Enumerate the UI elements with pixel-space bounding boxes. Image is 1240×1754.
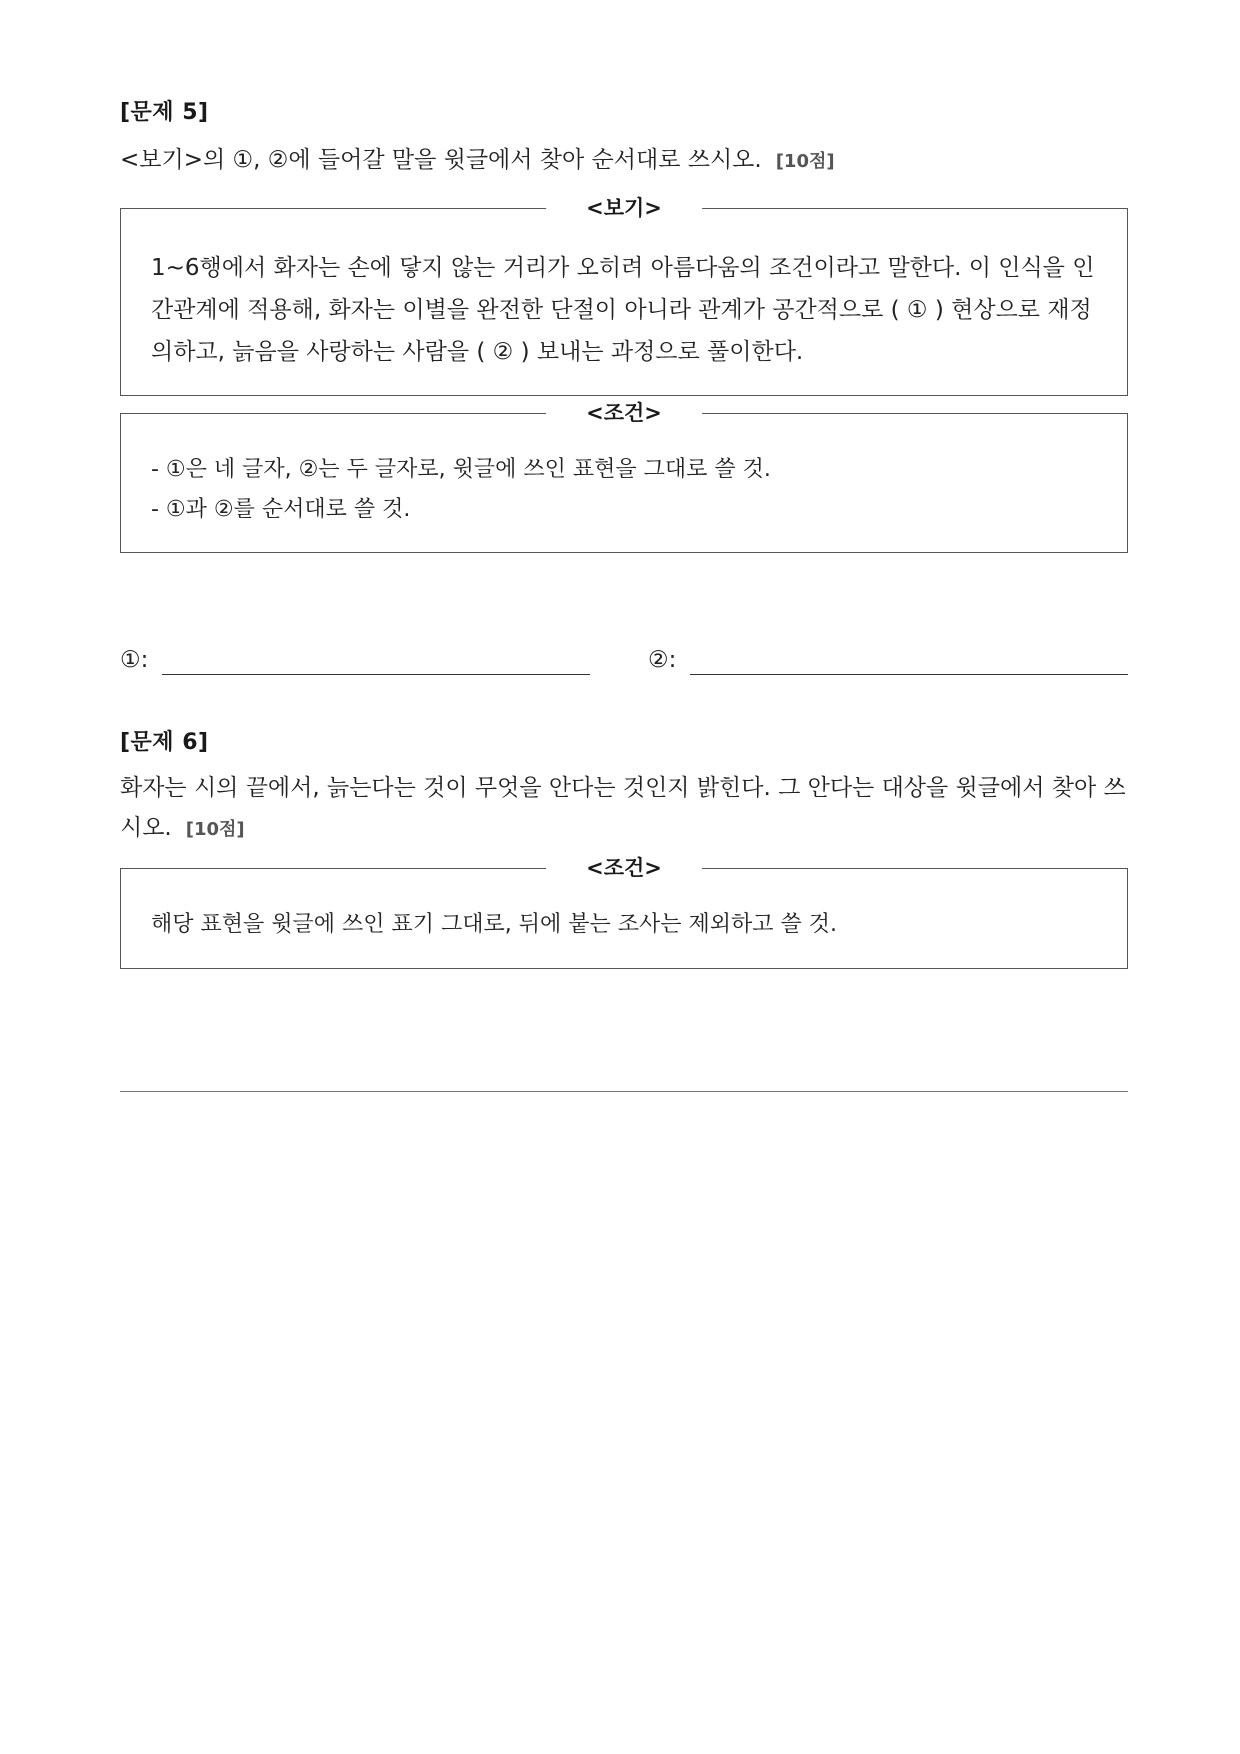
answer-divider-line — [120, 1091, 1128, 1092]
bogi-box — [120, 196, 1128, 396]
question-6-prompt — [120, 768, 1130, 850]
question-6-title: [문제 6] — [120, 730, 209, 755]
bogi-label: <보기> — [546, 192, 702, 224]
question-5-prompt-text: <보기>의 ①, ②에 들어갈 말을 윗글에서 찾아 순서대로 쓰시오. — [120, 147, 762, 173]
answer-2-row — [648, 643, 1128, 677]
q5-condition-item: - ①은 네 글자, ②는 두 글자로, 윗글에 쓰인 표현을 그대로 쓸 것. — [151, 457, 771, 482]
question-6-prompt-text: 화자는 시의 끝에서, 늙는다는 것이 무엇을 안다는 것인지 밝힌다. 그 안다는 대상을 윗글에서 찾아 쓰시오. — [120, 775, 1126, 841]
answer-1-line[interactable] — [162, 674, 590, 675]
question-5-prompt — [120, 140, 1130, 182]
q5-conditions-label: <조건> — [546, 397, 702, 429]
bogi-text: 1~6행에서 화자는 손에 닿지 않는 거리가 오히려 아름다움의 조건이라고 말한다. 이 인식을 인간관계에 적용해, 화자는 이별을 완전한 단절이 아니라 관계가 공간적으로 ( ① ) 현상으로 재정의하고, 늙음을 사랑하는 사람을 ( ② ) 보내는 과정으로 풀이한다. — [151, 255, 1095, 365]
q5-condition-item: - ①과 ②를 순서대로 쓸 것. — [151, 497, 411, 522]
q6-conditions-label: <조건> — [546, 852, 702, 884]
answer-2-label: ②: — [648, 647, 677, 673]
q5-conditions-box — [120, 401, 1128, 553]
q6-conditions-box — [120, 856, 1128, 969]
question-5-points: [10점] — [775, 151, 835, 172]
answer-1-label: ①: — [120, 647, 149, 673]
question-5-title: [문제 5] — [120, 100, 209, 125]
q5-conditions-list — [121, 414, 1127, 552]
answer-2-line[interactable] — [690, 674, 1128, 675]
question-6-points: [10점] — [185, 819, 245, 840]
answer-1-row — [120, 643, 590, 677]
q6-conditions-text: 해당 표현을 윗글에 쓰인 표기 그대로, 뒤에 붙는 조사는 제외하고 쓸 것. — [151, 912, 837, 937]
